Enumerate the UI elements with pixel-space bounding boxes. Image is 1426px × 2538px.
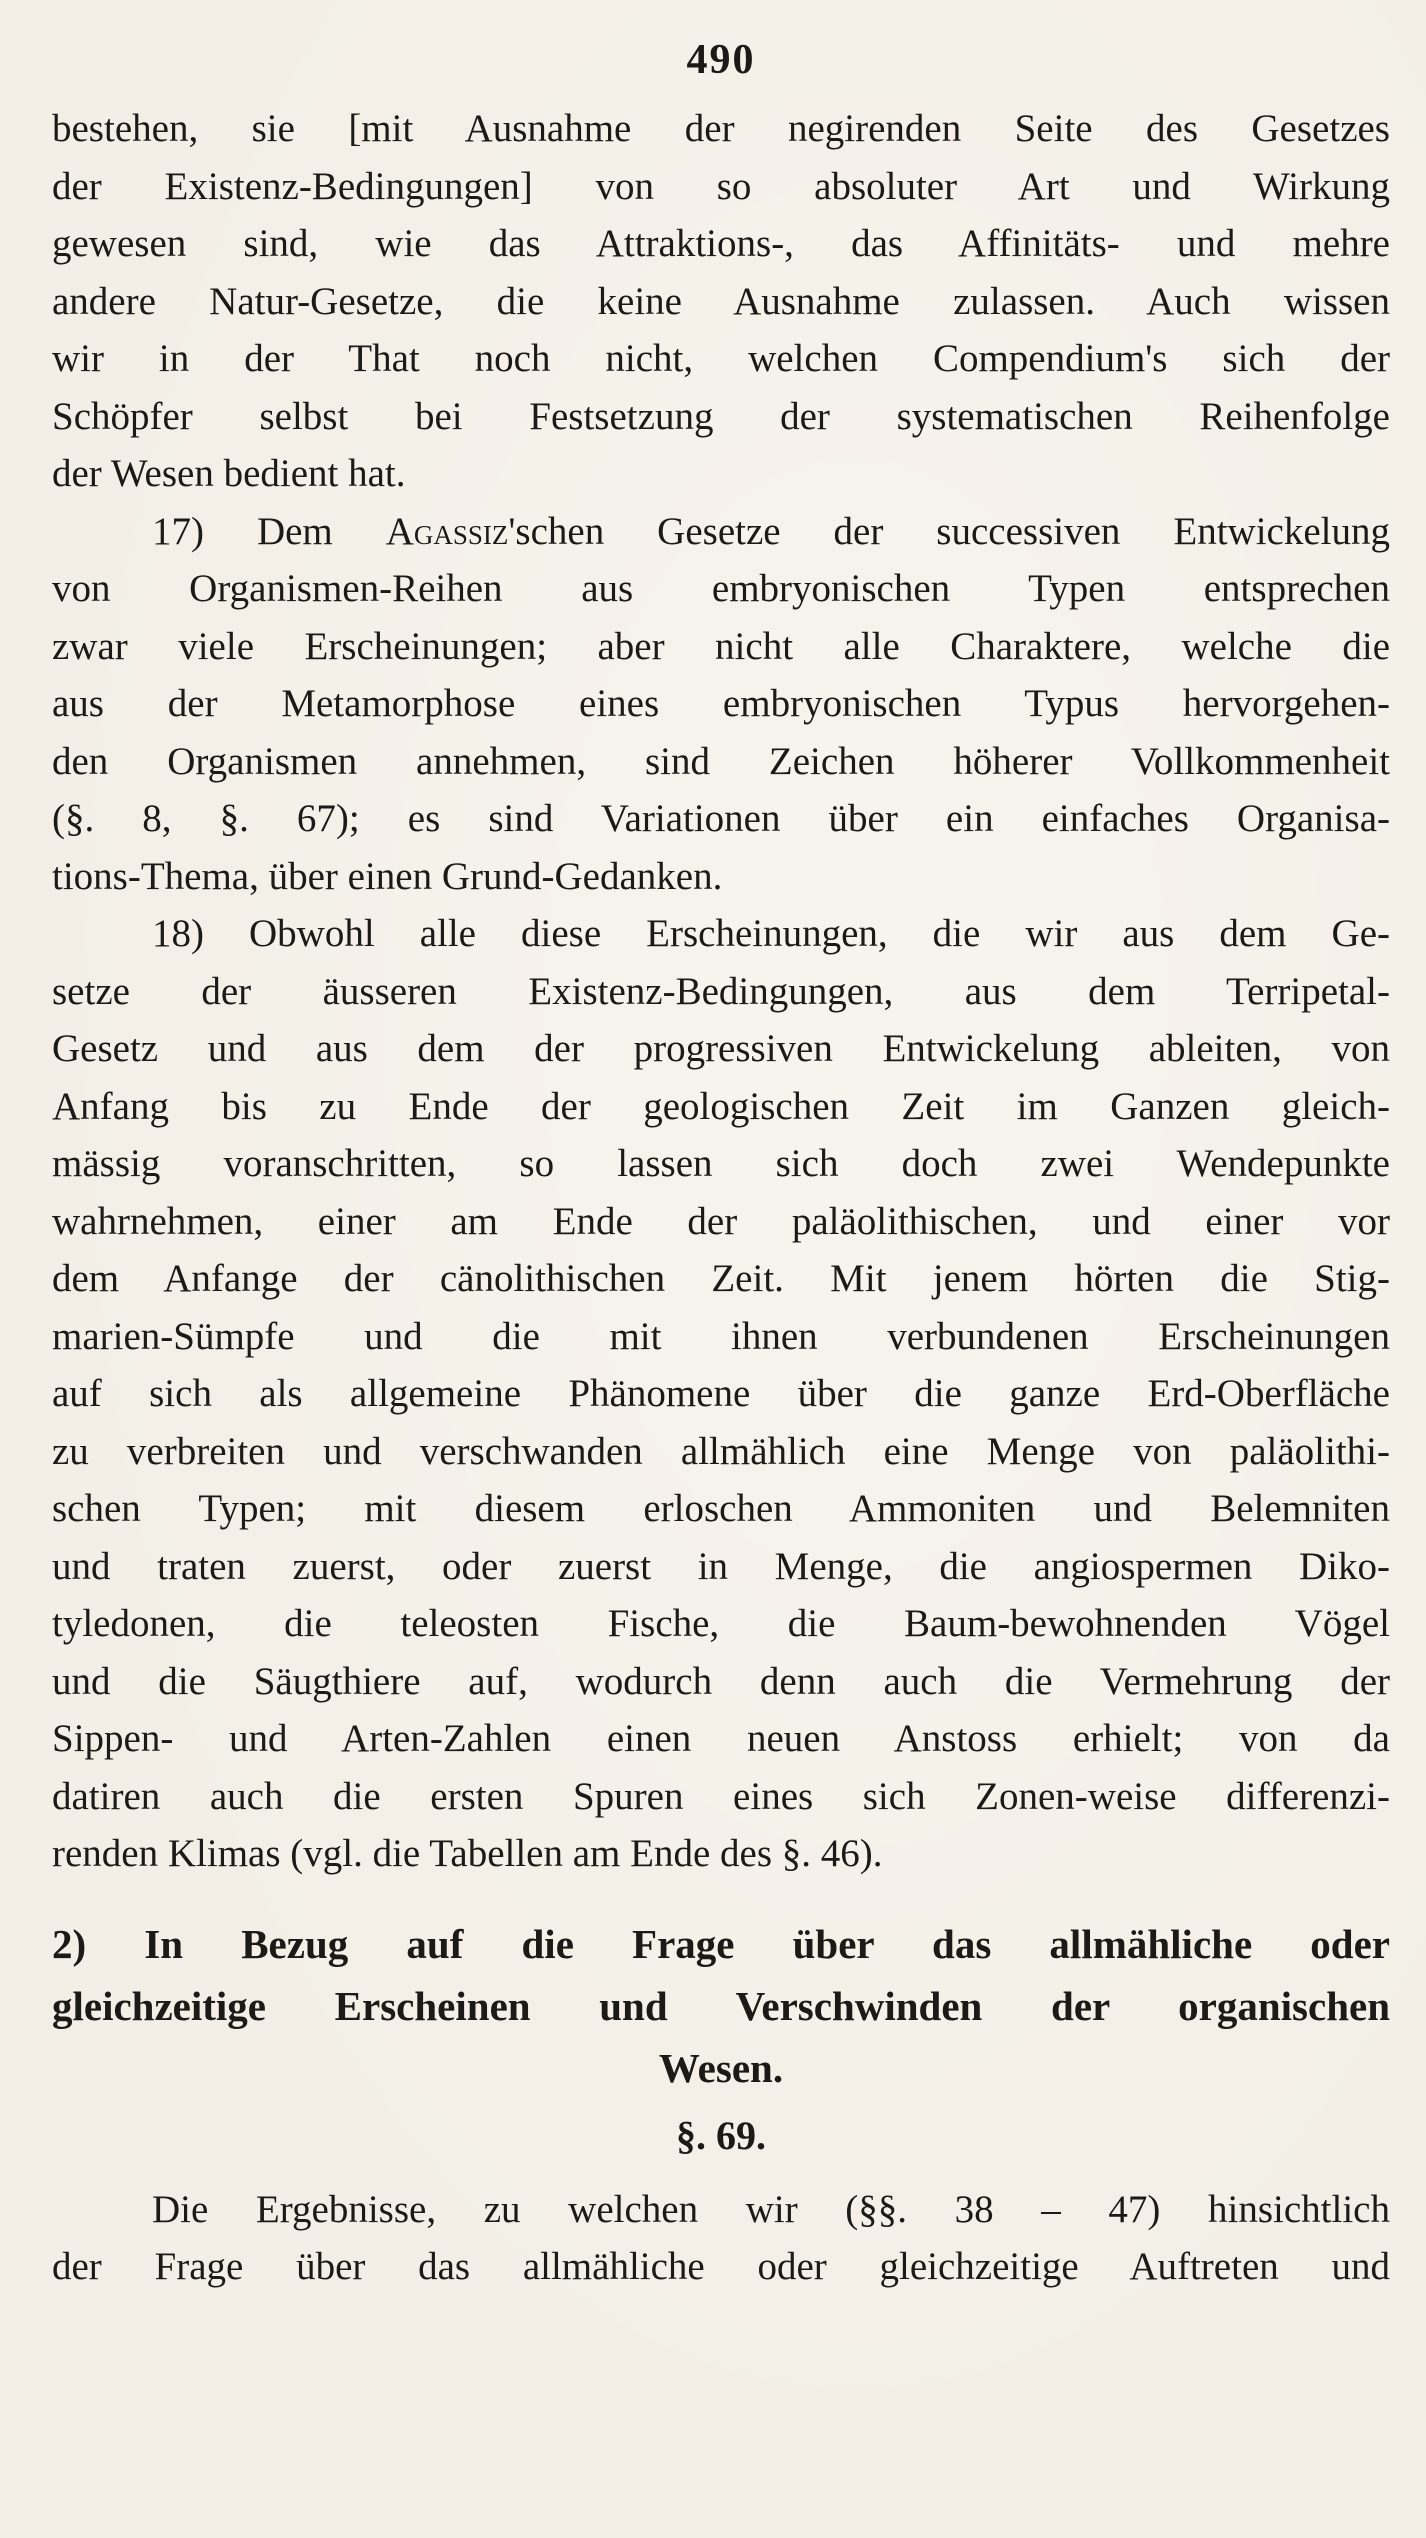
text-line: dem Anfange der cänolithischen Zeit. Mit jenem hörten die Stig- xyxy=(52,1257,1390,1300)
author-name: Agassiz xyxy=(385,509,509,553)
paragraph-17 xyxy=(52,503,1390,906)
text-line: der Frage über das allmähliche oder gleichzeitige Auftreten und xyxy=(52,2245,1390,2288)
paragraph-18 xyxy=(52,905,1390,1883)
text-fragment: 'schen Gesetze der successiven Entwickelung xyxy=(508,509,1390,553)
text-line: zwar viele Erscheinungen; aber nicht alle Charaktere, welche die xyxy=(52,624,1390,668)
text-line: mässig voranschritten, so lassen sich doch zwei Wendepunkte xyxy=(52,1142,1390,1185)
text-line: auf sich als allgemeine Phänomene über die ganze Erd-Oberfläche xyxy=(52,1372,1390,1415)
text-line: den Organismen annehmen, sind Zeichen höherer Vollkommenheit xyxy=(52,739,1390,783)
text-line: datiren auch die ersten Spuren eines sich Zonen-weise differenzi- xyxy=(52,1774,1390,1818)
text-line: schen Typen; mit diesem erloschen Ammoniten und Belemniten xyxy=(52,1487,1390,1530)
text-line: Anfang bis zu Ende der geologischen Zeit im Ganzen gleich- xyxy=(52,1084,1390,1128)
text-line: tyledonen, die teleosten Fische, die Baum-bewohnenden Vögel xyxy=(52,1602,1390,1645)
text-line: Schöpfer selbst bei Festsetzung der systematischen Reihenfolge xyxy=(52,394,1390,438)
heading-line: Wesen. xyxy=(658,2044,784,2091)
text-line: andere Natur-Gesetze, die keine Ausnahme zulassen. Auch wissen xyxy=(52,279,1390,323)
closing-paragraph xyxy=(52,2181,1390,2296)
text-line: der Wesen bedient hat. xyxy=(52,452,406,495)
text-line: von Organismen-Reihen aus embryonischen Typen entsprechen xyxy=(52,567,1390,610)
text-line: zu verbreiten und verschwanden allmählich eine Menge von paläolithi- xyxy=(52,1429,1390,1473)
intro-paragraph xyxy=(52,100,1390,503)
text-line: Gesetz und aus dem der progressiven Entwickelung ableiten, von xyxy=(52,1027,1390,1070)
text-line: der Existenz-Bedingungen] von so absoluter Art und Wirkung xyxy=(52,164,1390,208)
heading-line: gleichzeitige Erscheinen und Verschwinden der organischen xyxy=(52,1982,1390,2029)
heading-line: 2) In Bezug auf die Frage über das allmähliche oder xyxy=(52,1920,1390,1967)
text-line: renden Klimas (vgl. die Tabellen am Ende des §. 46). xyxy=(52,1832,883,1875)
text-line: (§. 8, §. 67); es sind Variationen über ein einfaches Organisa- xyxy=(52,797,1390,840)
text-line: tions-Thema, über einen Grund-Gedanken. xyxy=(52,854,723,898)
text-line: aus der Metamorphose eines embryonischen Typus hervorgehen- xyxy=(52,682,1390,725)
text-line: Sippen- und Arten-Zahlen einen neuen Anstoss erhielt; von da xyxy=(52,1717,1390,1760)
text-line: wahrnehmen, einer am Ende der paläolithischen, und einer vor xyxy=(52,1199,1390,1243)
text-line: 18) Obwohl alle diese Erscheinungen, die wir aus dem Ge- xyxy=(152,912,1390,955)
text-line xyxy=(52,503,1390,561)
text-line: gewesen sind, wie das Attraktions-, das Affinitäts- und mehre xyxy=(52,222,1390,265)
text-line: setze der äusseren Existenz-Bedingungen, aus dem Terripetal- xyxy=(52,969,1390,1013)
text-line: und traten zuerst, oder zuerst in Menge, die angiospermen Diko- xyxy=(52,1544,1390,1588)
text-line: bestehen, sie [mit Ausnahme der negirenden Seite des Gesetzes xyxy=(52,107,1390,150)
text-line: marien-Sümpfe und die mit ihnen verbundenen Erscheinungen xyxy=(52,1314,1390,1358)
page-number: 490 xyxy=(686,37,756,83)
text-fragment: 17) Dem xyxy=(152,509,386,553)
text-line: Die Ergebnisse, zu welchen wir (§§. 38 – 47) hinsichtlich xyxy=(152,2187,1390,2231)
text-line: wir in der That noch nicht, welchen Compendium's sich der xyxy=(52,337,1390,380)
paragraph-number: §. 69. xyxy=(676,2112,766,2158)
section-heading xyxy=(52,1913,1390,2099)
text-line: und die Säugthiere auf, wodurch denn auch die Vermehrung der xyxy=(52,1659,1390,1703)
